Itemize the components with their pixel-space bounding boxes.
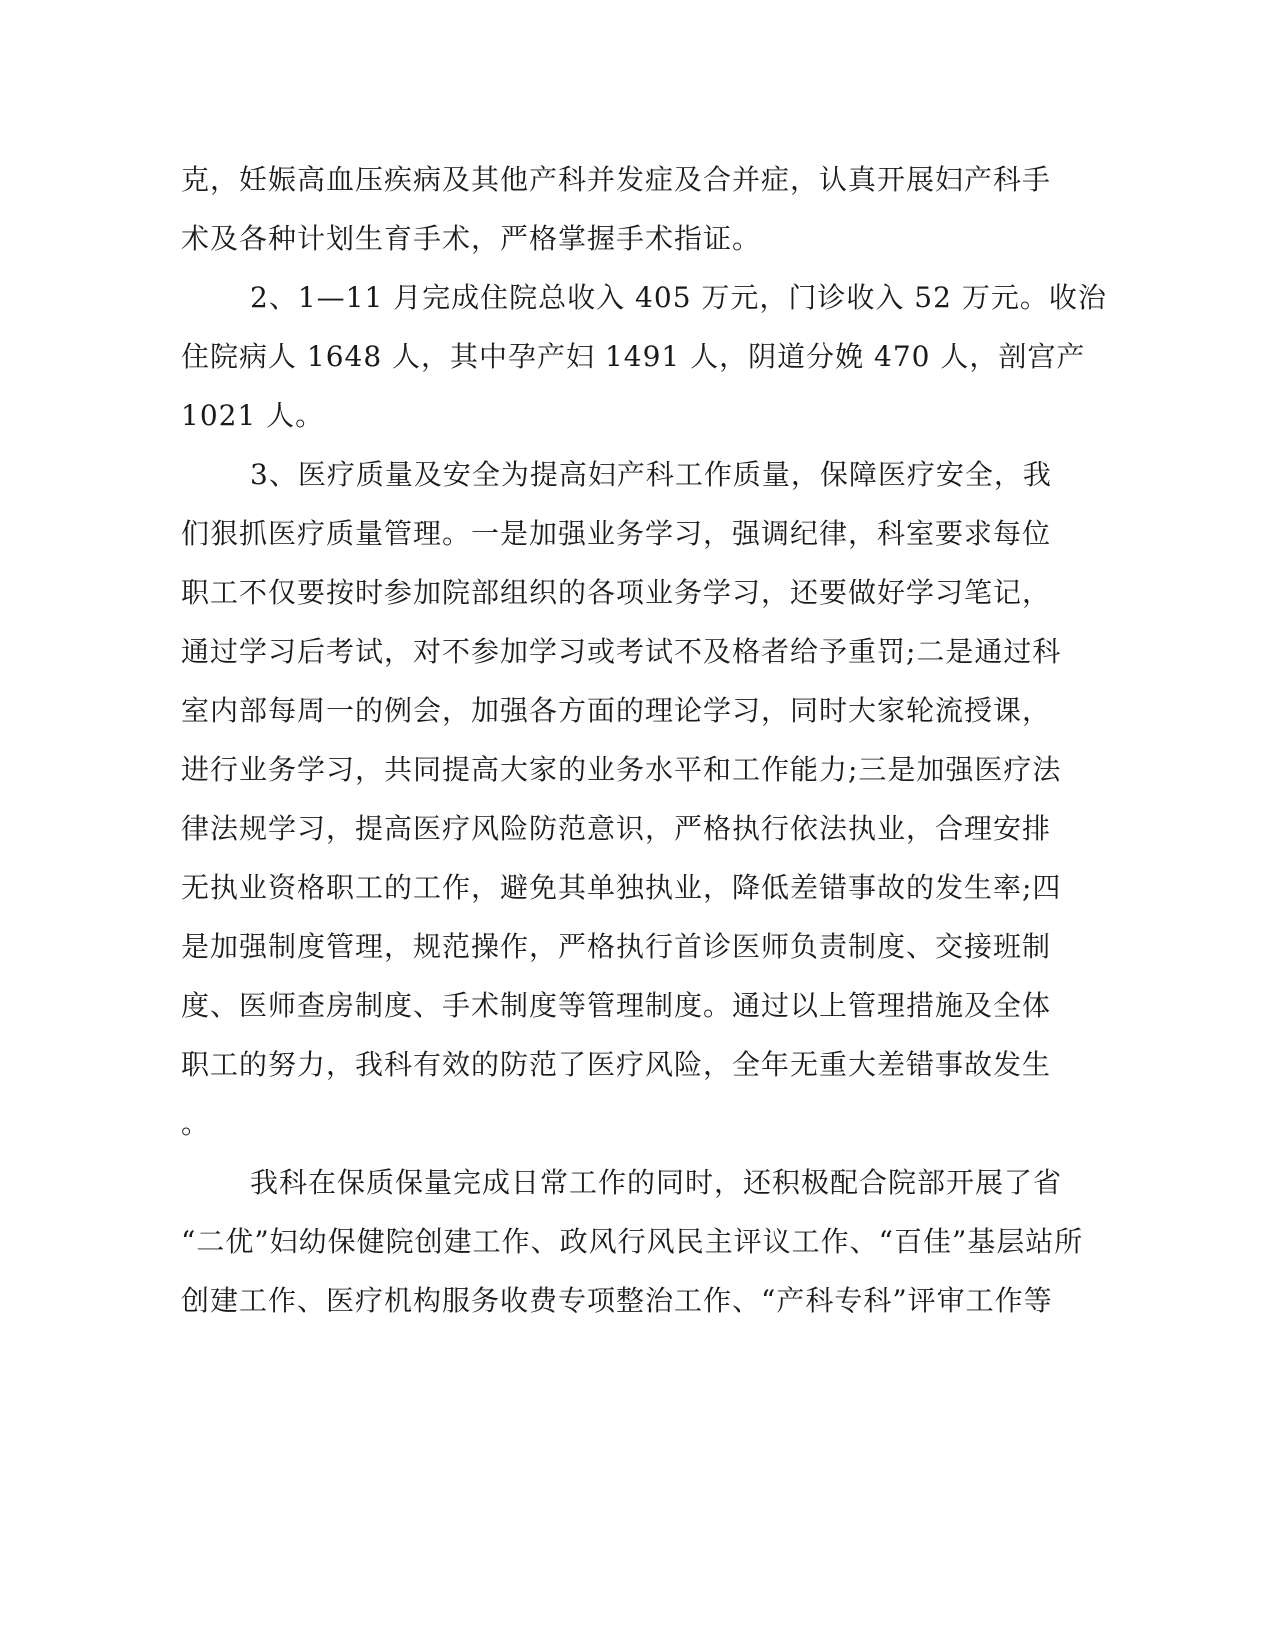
text-line: 术及各种计划生育手术，严格掌握手术指证。 bbox=[181, 222, 762, 255]
text-line: 度、医师查房制度、手术制度等管理制度。通过以上管理措施及全体 bbox=[181, 989, 1052, 1022]
text-line: 是加强制度管理，规范操作，严格执行首诊医师负责制度、交接班制 bbox=[181, 930, 1052, 963]
paragraph-start-line: 我科在保质保量完成日常工作的同时，还积极配合院部开展了省 bbox=[250, 1166, 1063, 1199]
text-line: 克，妊娠高血压疾病及其他产科并发症及合并症，认真开展妇产科手 bbox=[181, 163, 1052, 196]
text-line: 们狠抓医疗质量管理。一是加强业务学习，强调纪律，科室要求每位 bbox=[181, 517, 1052, 550]
text-line: 进行业务学习，共同提高大家的业务水平和工作能力;三是加强医疗法 bbox=[181, 753, 1062, 786]
text-line: 住院病人 1648 人，其中孕产妇 1491 人，阴道分娩 470 人，剖宫产 bbox=[181, 340, 1086, 373]
paragraph-start-line: 2、1—11 月完成住院总收入 405 万元，门诊收入 52 万元。收治 bbox=[250, 281, 1107, 314]
text-line: 职工的努力，我科有效的防范了医疗风险，全年无重大差错事故发生 bbox=[181, 1048, 1052, 1081]
text-line: “二优”妇幼保健院创建工作、政风行风民主评议工作、“百佳”基层站所 bbox=[181, 1225, 1084, 1258]
text-line: 创建工作、医疗机构服务收费专项整治工作、“产科专科”评审工作等 bbox=[181, 1284, 1053, 1317]
text-line: 职工不仅要按时参加院部组织的各项业务学习，还要做好学习笔记， bbox=[181, 576, 1052, 609]
text-line: 无执业资格职工的工作，避免其单独执业，降低差错事故的发生率;四 bbox=[181, 871, 1062, 904]
text-line: 通过学习后考试，对不参加学习或考试不及格者给予重罚;二是通过科 bbox=[181, 635, 1062, 668]
text-line: 1021 人。 bbox=[181, 399, 325, 432]
text-line: 。 bbox=[181, 1107, 211, 1140]
paragraph-start-line: 3、医疗质量及安全为提高妇产科工作质量，保障医疗安全，我 bbox=[250, 458, 1052, 491]
text-line: 室内部每周一的例会，加强各方面的理论学习，同时大家轮流授课， bbox=[181, 694, 1052, 727]
text-line: 律法规学习，提高医疗风险防范意识，严格执行依法执业，合理安排 bbox=[181, 812, 1052, 845]
